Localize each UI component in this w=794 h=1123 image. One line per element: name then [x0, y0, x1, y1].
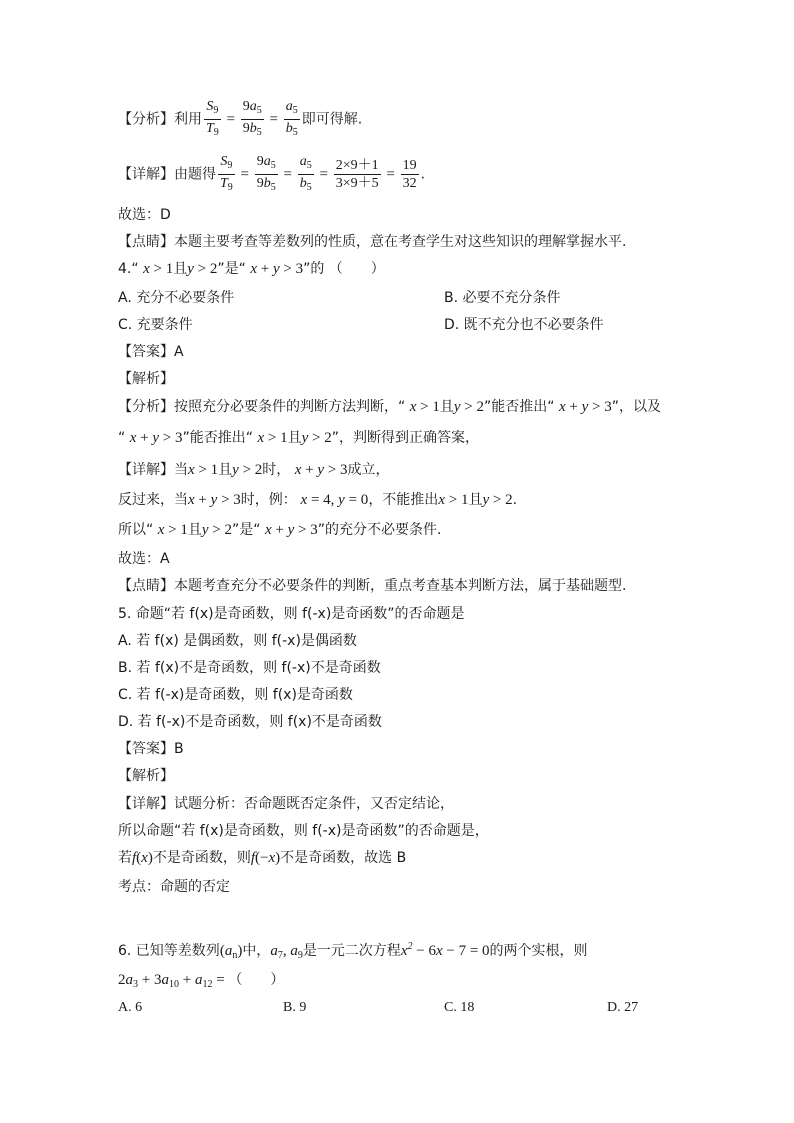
fraction-a5-b5-2: $\frac{a_5}{b_5}$: [299, 154, 312, 193]
q6-stem-2: 中，: [242, 943, 271, 959]
so-text-3: 的充分不必要条件.: [325, 522, 442, 538]
q4-detail: 【详解】当x > 1且y > 2时， x + y > 3成立，: [118, 462, 390, 478]
analysis-label: 【分析】: [118, 111, 174, 128]
q5-option-d: D. 若 f(-x)不是奇函数，则 f(x)不是奇函数: [118, 714, 382, 730]
q6-option-a: A. 6: [118, 1000, 143, 1015]
detail-text-1: 当: [174, 462, 188, 478]
q3-comment: [118, 232, 626, 252]
answer-value: A: [174, 344, 184, 360]
q4-stem: 4.“ x > 1且y > 2”是“ x + y > 3”的 （ ）: [118, 261, 385, 277]
q6-stem-1: 6. 已知等差数列: [118, 943, 220, 959]
q5-answer: [118, 739, 184, 759]
line3-c: 不是奇函数，故选 B: [280, 850, 407, 866]
q4-reverse: 反过来，当x + y > 3时，例： x = 4, y = 0，不能推出x > 1且y > 2.: [118, 492, 518, 508]
q4-answer: [118, 342, 184, 362]
fraction-9a5-9b5-2: $\frac{9a_5}{9b_5}$: [256, 154, 276, 193]
q3-choice: 故选：D: [118, 207, 171, 223]
so-text-2: 是: [239, 522, 254, 538]
analysis-text-3: ，以及: [619, 399, 661, 415]
q6-option-c: C. 18: [444, 1000, 475, 1015]
q6-stem-3: 是一元二次方程: [302, 943, 401, 959]
q5-option-a: A. 若 f(x) 是偶函数，则 f(-x)是偶函数: [118, 633, 357, 649]
reverse-text-2: 时，例：: [240, 492, 297, 508]
detail-label-q4: 【详解】: [118, 462, 174, 478]
q5-detail: [118, 794, 454, 814]
detail-text-q5: 试题分析：否命题既否定条件，又否定结论，: [174, 796, 454, 812]
analysis-text-2: 能否推出: [491, 399, 548, 415]
q4-choice: 故选：A: [118, 551, 170, 567]
q4-analysis: 【分析】按照充分必要条件的判断方法判断，“ x > 1且y > 2”能否推出“ x + y > 3”，以及: [118, 399, 661, 415]
q6-option-d: D. 27: [607, 1000, 639, 1015]
detail-prefix: 由题得: [174, 166, 216, 183]
detail-label-q5: 【详解】: [118, 796, 174, 812]
q5-point: 考点：命题的否定: [118, 879, 230, 895]
q6-stem-4: 的两个实根，则: [489, 943, 588, 959]
q4-blank: （ ）: [328, 261, 385, 277]
so-text-1: 所以: [118, 522, 146, 538]
fraction-calc: $\frac{2\times 9+1}{3\times 9+5}$: [335, 158, 379, 191]
analysis-label-q4: 【分析】: [118, 399, 174, 415]
comment-text: 本题主要考查等差数列的性质，意在考查学生对这些知识的理解掌握水平.: [174, 234, 627, 250]
q6-expression: $2a_3 + 3a_{10} + a_{12}$ = （ ）: [118, 972, 285, 990]
q6-option-b: B. 9: [283, 1000, 307, 1015]
reverse-text-3: ，不能推出: [368, 492, 439, 508]
q4-option-d: D. 既不充分也不必要条件: [444, 317, 604, 333]
comment-label-q4: 【点睛】: [118, 578, 174, 594]
q4-number: 4.: [118, 261, 132, 277]
q4-comment: [118, 576, 626, 596]
fraction-9a5-9b5: $\frac{9a_5}{9b_5}$: [242, 99, 262, 138]
q5-stem: 5. 命题“若 f(x)是奇函数，则 f(-x)是奇函数”的否命题是: [118, 606, 465, 622]
q4-option-b: B. 必要不充分条件: [444, 290, 561, 306]
fraction-result: $\frac{19}{32}$: [402, 158, 417, 191]
analysis-text-5: ，判断得到正确答案，: [339, 430, 479, 446]
analysis-text-4: 能否推出: [189, 430, 246, 446]
fraction-s9-t9: $\frac{S_9}{T_9}$: [206, 99, 219, 138]
q4-option-c: C. 充要条件: [118, 317, 193, 333]
analysis-text-1: 按照充分必要条件的判断方法判断，: [174, 399, 398, 415]
analysis-suffix: 即可得解.: [301, 111, 363, 128]
q4-conclusion: 所以“ x > 1且y > 2”是“ x + y > 3”的充分不必要条件.: [118, 522, 442, 538]
q5-option-c: C. 若 f(-x)是奇函数，则 f(x)是奇函数: [118, 687, 353, 703]
answer-label-q5: 【答案】: [118, 741, 174, 757]
comment-text-q4: 本题考查充分不必要条件的判断，重点考查基本判断方法，属于基础题型.: [174, 578, 627, 594]
answer-value-q5: B: [174, 741, 184, 757]
q6-blank: （ ）: [228, 972, 285, 988]
analysis-prefix: 利用: [174, 111, 202, 128]
detail-text-2: 时，: [262, 462, 291, 478]
q4-explain-label: 【解析】: [118, 371, 174, 387]
detail-suffix: .: [420, 166, 426, 183]
fraction-a5-b5: $\frac{a_5}{b_5}$: [285, 99, 298, 138]
q4-analysis-2: “ x + y > 3”能否推出“ x > 1且y > 2”，判断得到正确答案，: [118, 430, 479, 446]
detail-text-3: 成立，: [347, 462, 390, 478]
detail-label: 【详解】: [118, 166, 174, 183]
line3-b: 不是奇函数，则: [152, 850, 251, 866]
q5-line3: 若f(x)不是奇函数，则f(−x)不是奇函数，故选 B: [118, 850, 407, 866]
q5-option-b: B. 若 f(x)不是奇函数，则 f(-x)不是奇函数: [118, 660, 381, 676]
q3-analysis-line: 【分析】利用 $\frac{S_9}{T_9}$ = $\frac{9a_5}{9b_5}$ = $\frac{a_5}{b_5}$ 即可得解.: [118, 98, 362, 141]
comment-label: 【点睛】: [118, 234, 174, 250]
q3-detail-line: 【详解】由题得 $\frac{S_9}{T_9}$ = $\frac{9a_5}{9b_5}$ = $\frac{a_5}{b_5}$ = $\frac{2\times 9+1}{3\times 9+5}$ = $\frac{19}{32}$ .: [118, 153, 425, 196]
q4-option-a: A. 充分不必要条件: [118, 290, 235, 306]
fraction-s9-t9-2: $\frac{S_9}{T_9}$: [220, 154, 233, 193]
q5-line2: 所以命题“若 f(x)是奇函数，则 f(-x)是奇函数”的否命题是，: [118, 823, 489, 839]
answer-label: 【答案】: [118, 344, 174, 360]
reverse-text-1: 反过来，当: [118, 492, 188, 508]
q6-stem: 6. 已知等差数列$(a_n)$中，$a_7$, $a_9$是一元二次方程$x^2 - 6x - 7 = 0$的两个实根，则: [118, 941, 588, 961]
q5-explain-label: 【解析】: [118, 768, 174, 784]
line3-a: 若: [118, 850, 132, 866]
